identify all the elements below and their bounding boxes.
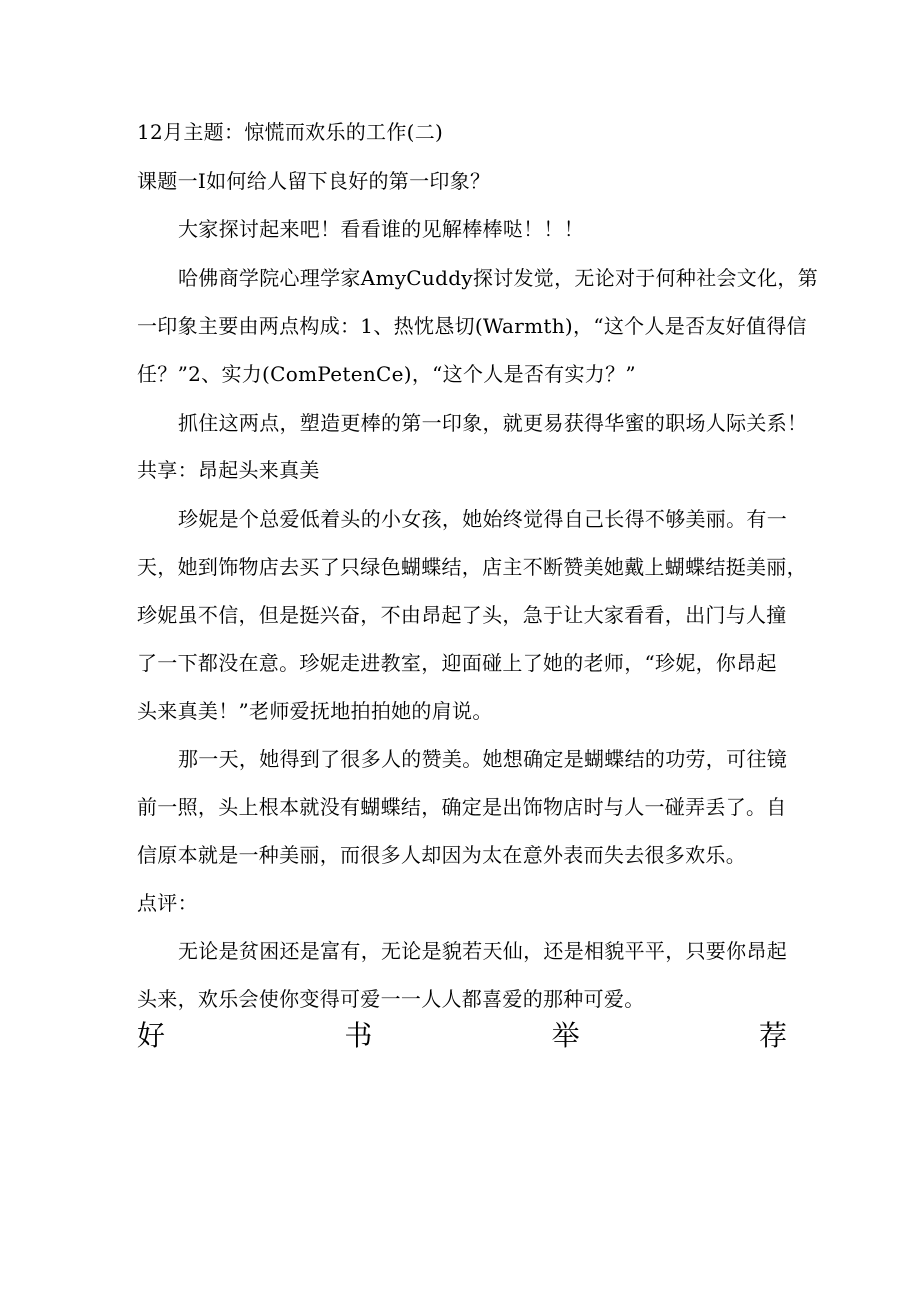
topic-heading: 课题一I如何给人留下良好的第一印象？ (137, 169, 491, 193)
share-para2-line: 前一照，头上根本就没有蝴蝶结，确定是出饰物店时与人一碰弄丢了。自 (137, 795, 787, 819)
share-para1-line: 珍妮是个总爱低着头的小女孩，她始终觉得自己长得不够美丽。有一 (178, 507, 787, 531)
share-para1-line: 天，她到饰物店去买了只绿色蝴蝶结，店主不断赞美她戴上蝴蝶结挺美丽， (137, 555, 807, 579)
heading-char: 荐 (758, 1019, 787, 1052)
month-theme-heading: 12月主题：惊慌而欢乐的工作(二) (137, 120, 444, 144)
comment-para-line: 无论是贫困还是富有，无论是貌若天仙，还是相貌平平，只要你昂起 (178, 939, 787, 963)
share-para2-line: 信原本就是一种美丽，而很多人却因为太在意外表而失去很多欢乐。 (137, 843, 746, 867)
intro-conclusion: 抓住这两点，塑造更棒的第一印象，就更易获得华蜜的职场人际关系！ (178, 411, 808, 435)
intro-call: 大家探讨起来吧！看看谁的见解棒棒哒！！！ (178, 217, 584, 241)
share-para2-line: 那一天，她得到了很多人的赞美。她想确定是蝴蝶结的功劳，可往镜 (178, 747, 787, 771)
heading-char: 好 (137, 1019, 166, 1052)
share-para1-line: 头来真美！”老师爱抚地拍拍她的肩说。 (137, 699, 493, 723)
comment-para-line: 头来，欢乐会使你变得可爱一一人人都喜爱的那种可爱。 (137, 987, 645, 1011)
heading-char: 书 (344, 1019, 373, 1052)
share-heading: 共享：昂起头来真美 (137, 458, 320, 482)
intro-para-line: 任？”2、实力(ComPetenCe)，“这个人是否有实力？” (137, 362, 636, 386)
intro-para-line: 哈佛商学院心理学家AmyCuddy探讨发觉，无论对于何种社会文化，第 (178, 266, 818, 290)
share-para1-line: 了一下都没在意。珍妮走进教室，迎面碰上了她的老师，“珍妮，你昂起 (137, 651, 777, 675)
heading-char: 举 (551, 1019, 580, 1052)
comment-heading: 点评： (137, 891, 198, 915)
intro-para-line: 一印象主要由两点构成：1、热忱恳切(Warmth)，“这个人是否友好值得信 (137, 314, 807, 338)
share-para1-line: 珍妮虽不信，但是挺兴奋，不由昂起了头，急于让大家看看，出门与人撞 (137, 603, 787, 627)
book-recommendation-heading (137, 1018, 787, 1054)
